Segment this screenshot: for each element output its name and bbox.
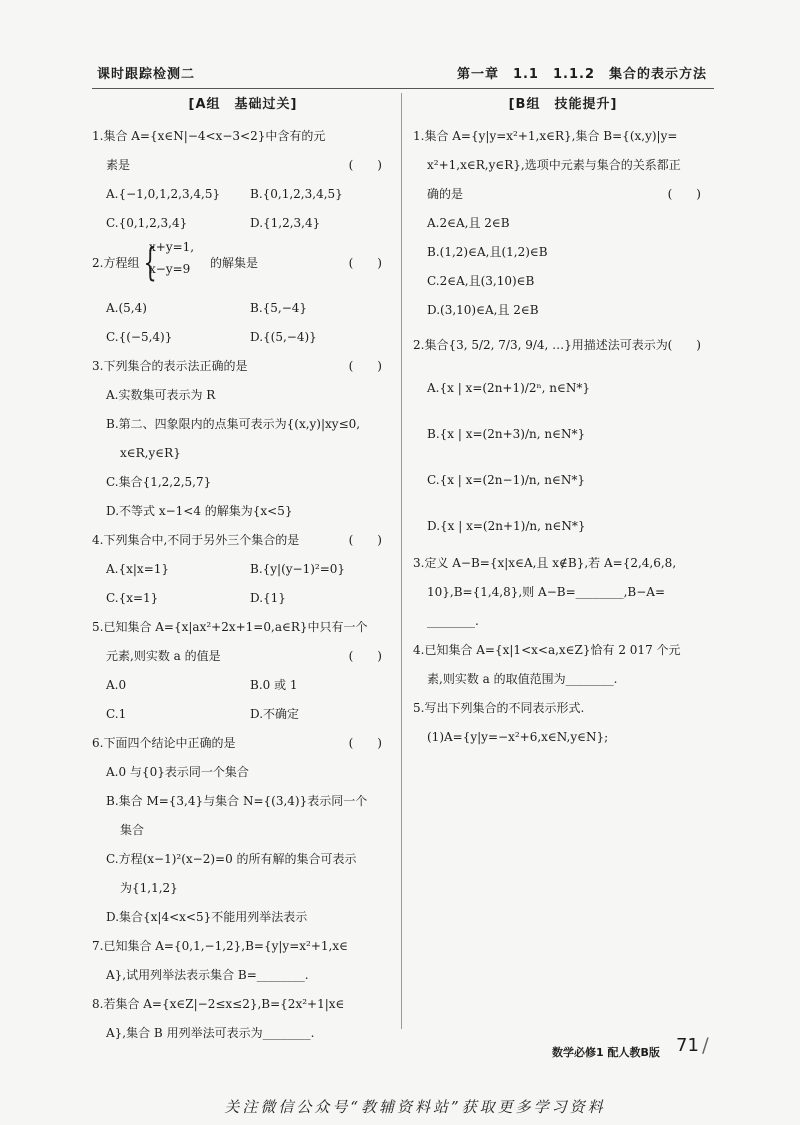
- b-question-2: [413, 325, 713, 549]
- b-q1-option-c: C.2∈A,且(3,10)∈B: [427, 274, 535, 288]
- a-q6-option-d: D.集合{x|4<x<5}不能用列举法表示: [106, 910, 308, 924]
- answer-paren: ( ): [667, 187, 701, 201]
- a-question-3: [92, 352, 394, 526]
- a-q3-option-a: A.实数集可表示为 R: [106, 388, 216, 402]
- a-q8-line2: A},集合 B 用列举法可表示为________.: [106, 1026, 315, 1040]
- a-q4-line1: 4.下列集合中,不同于另外三个集合的是 ( ): [92, 526, 394, 555]
- b-q2-option-b: B.{x | x=(2n+3)/n, n∈N*}: [427, 427, 586, 441]
- b-q1-option-b: B.(1,2)∈A,且(1,2)∈B: [427, 245, 548, 259]
- a-q2-option-a: A.(5,4): [106, 301, 147, 315]
- a-q1-line2: 素是 ( ): [92, 151, 394, 180]
- a-question-8: [92, 990, 394, 1048]
- b-q1-line2: x²+1,x∈R,y∈R},选项中元素与集合的关系都正: [427, 158, 681, 172]
- a-q6-option-b2: 集合: [120, 823, 145, 837]
- a-question-1: [92, 122, 394, 238]
- b-q4-line2: 素,则实数 a 的取值范围为________.: [427, 672, 618, 686]
- b-q2-option-a: A.{x | x=(2n+1)/2ⁿ, n∈N*}: [427, 381, 591, 395]
- header-right: 第一章 1.1 1.1.2 集合的表示方法: [456, 67, 707, 82]
- a-q5-option-c: C.1: [106, 707, 127, 721]
- a-q4-option-b: B.{y|(y−1)²=0}: [250, 562, 346, 576]
- a-q3-option-b2: x∈R,y∈R}: [120, 446, 181, 460]
- b-q3-line3: ________.: [427, 614, 479, 628]
- answer-paren: ( ): [348, 256, 382, 270]
- a-q6-line1: 6.下面四个结论中正确的是 ( ): [92, 729, 394, 758]
- b-q3-line1: 3.定义 A−B={x|x∈A,且 x∉B},若 A={2,4,6,8,: [413, 556, 677, 570]
- b-q1-option-a: A.2∈A,且 2∈B: [427, 216, 510, 230]
- a-q6-option-a: A.0 与{0}表示同一个集合: [106, 765, 249, 779]
- answer-paren: ( ): [348, 736, 382, 750]
- a-q4-option-c: C.{x=1}: [106, 591, 159, 605]
- a-question-5: [92, 613, 394, 729]
- a-q2-option-b: B.{5,−4}: [250, 301, 308, 315]
- a-q6-option-c1: C.方程(x−1)²(x−2)=0 的所有解的集合可表示: [106, 852, 357, 866]
- header-rule: [92, 88, 714, 89]
- a-question-4: [92, 526, 394, 613]
- answer-paren: ( ): [348, 158, 382, 172]
- b-q1-line3: 确的是 ( ): [413, 180, 713, 209]
- b-q2-line1: 2.集合{3, 5/2, 7/3, 9/4, …}用描述法可表示为 ( ): [413, 325, 713, 365]
- b-q5-line2: (1)A={y|y=−x²+6,x∈N,y∈N};: [427, 730, 609, 744]
- a-q1-line1: 1.集合 A={x∈N|−4<x−3<2}中含有的元: [92, 129, 326, 143]
- b-q1-line1: 1.集合 A={y|y=x²+1,x∈R},集合 B={(x,y)|y=: [413, 129, 678, 143]
- book-tag: 数学必修1 配人教B版: [552, 1046, 660, 1059]
- a-q7-line1: 7.已知集合 A={0,1,−1,2},B={y|y=x²+1,x∈: [92, 939, 349, 953]
- a-q5-line1: 5.已知集合 A={x|ax²+2x+1=0,a∈R}中只有一个: [92, 620, 368, 634]
- a-question-2: [92, 238, 394, 352]
- a-q2-option-d: D.{(5,−4)}: [250, 330, 317, 344]
- group-b-column: [413, 93, 713, 752]
- a-q3-option-c: C.集合{1,2,2,5,7}: [106, 475, 212, 489]
- b-question-3: [413, 549, 713, 636]
- b-q5-line1: 5.写出下列集合的不同表示形式.: [413, 701, 585, 715]
- group-a-column: [92, 93, 394, 1048]
- a-q5-option-a: A.0: [106, 678, 127, 692]
- a-q1-option-c: C.{0,1,2,3,4}: [106, 216, 188, 230]
- b-q2-option-c: C.{x | x=(2n−1)/n, n∈N*}: [427, 473, 586, 487]
- a-question-6: [92, 729, 394, 932]
- answer-paren: ( ): [348, 533, 382, 547]
- a-q1-option-d: D.{1,2,3,4}: [250, 216, 321, 230]
- a-q6-option-b1: B.集合 M={3,4}与集合 N={(3,4)}表示同一个: [106, 794, 368, 808]
- a-question-7: [92, 932, 394, 990]
- b-question-5: [413, 694, 713, 752]
- a-q7-line2: A},试用列举法表示集合 B=________.: [106, 968, 309, 982]
- brace-icon: {: [143, 240, 157, 284]
- a-q5-option-d: D.不确定: [250, 707, 300, 721]
- answer-paren: ( ): [348, 359, 382, 373]
- a-q3-option-b1: B.第二、四象限内的点集可表示为{(x,y)|xy≤0,: [106, 417, 361, 431]
- a-q4-option-d: D.{1}: [250, 591, 286, 605]
- group-a-title: [A组 基础过关]: [188, 97, 298, 112]
- b-q2-option-d: D.{x | x=(2n+1)/n, n∈N*}: [427, 519, 586, 533]
- column-divider: [401, 93, 402, 1029]
- page-number: 71: [676, 1035, 699, 1056]
- a-q5-option-b: B.0 或 1: [250, 678, 298, 692]
- answer-paren: ( ): [667, 338, 701, 352]
- a-q4-option-a: A.{x|x=1}: [106, 562, 170, 576]
- page-slash: /: [702, 1033, 709, 1057]
- a-q2-number: 2.方程组: [92, 256, 140, 270]
- a-q1-option-b: B.{0,1,2,3,4,5}: [250, 187, 343, 201]
- b-q3-line2: 10},B={1,4,8},则 A−B=________,B−A=: [427, 585, 666, 599]
- a-q6-option-c2: 为{1,1,2}: [120, 881, 178, 895]
- a-q3-option-d: D.不等式 x−1<4 的解集为{x<5}: [106, 504, 293, 518]
- a-q2-option-c: C.{(−5,4)}: [106, 330, 173, 344]
- b-q1-option-d: D.(3,10)∈A,且 2∈B: [427, 303, 539, 317]
- a-q2-eq2: x−y=9: [149, 262, 191, 276]
- a-q1-option-a: A.{−1,0,1,2,3,4,5}: [106, 187, 221, 201]
- b-question-4: [413, 636, 713, 694]
- bottom-promo-note: 关注微信公众号“教辅资料站”获取更多学习资料: [224, 1098, 606, 1116]
- answer-paren: ( ): [348, 649, 382, 663]
- b-question-1: [413, 122, 713, 325]
- b-q4-line1: 4.已知集合 A={x|1<x<a,x∈Z}恰有 2 017 个元: [413, 643, 681, 657]
- a-q2-tail: 的解集是: [210, 256, 259, 270]
- header-left: 课时跟踪检测二: [97, 67, 196, 82]
- a-q5-line2: 元素,则实数 a 的值是 ( ): [92, 642, 394, 671]
- a-q2-eq1: x+y=1,: [149, 240, 195, 254]
- a-q3-line1: 3.下列集合的表示法正确的是 ( ): [92, 352, 394, 381]
- group-b-title: [B组 技能提升]: [508, 97, 618, 112]
- a-q8-line1: 8.若集合 A={x∈Z|−2≤x≤2},B={2x²+1|x∈: [92, 997, 345, 1011]
